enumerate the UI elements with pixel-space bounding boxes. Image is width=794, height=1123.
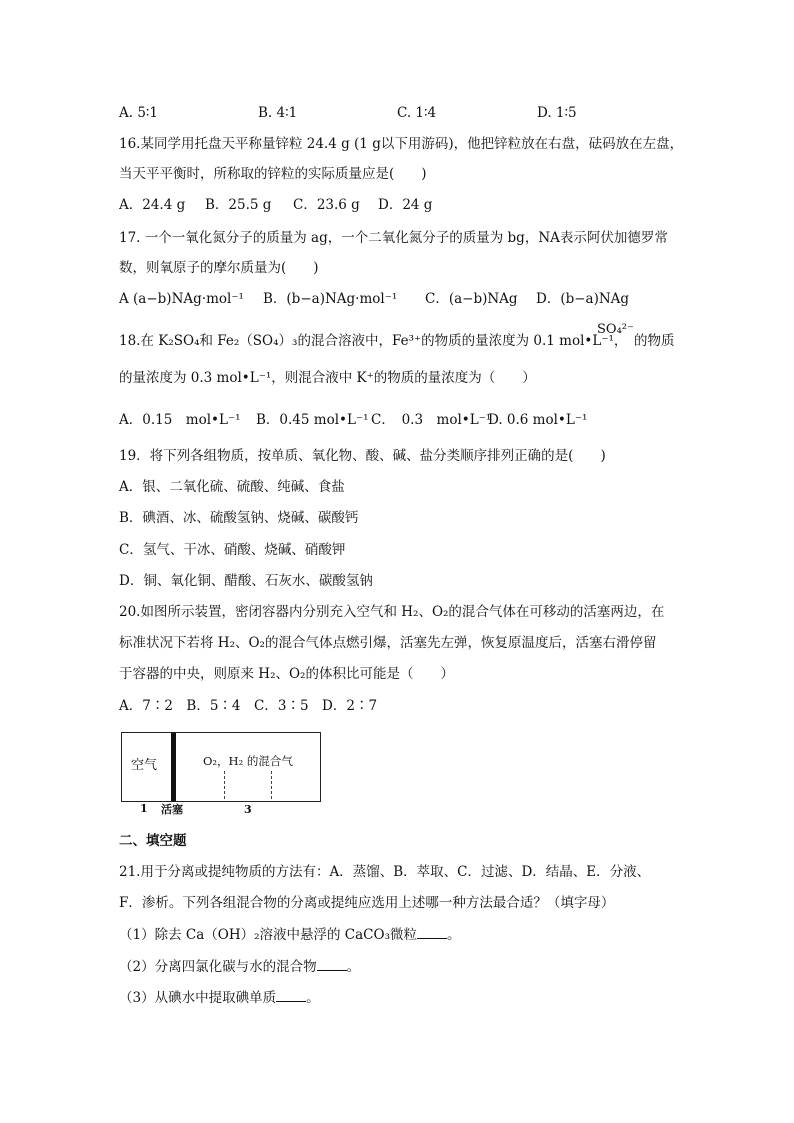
q21-sub1-text: （1）除去 Ca（OH）₂溶液中悬浮的 CaCO₃微粒 xyxy=(119,927,417,943)
position-label-1: 1 xyxy=(140,802,148,815)
q17-option-d: D．(b−a)NAg xyxy=(536,291,630,307)
position-mark-dash-1 xyxy=(224,771,225,799)
q19-option-a: A．银、二氧化硫、硫酸、纯碱、食盐 xyxy=(119,479,345,495)
answer-blank-1[interactable] xyxy=(417,926,447,939)
q18-stem-line1-tail: 的物质 xyxy=(634,333,675,349)
q18-option-c: C． 0.3 mol•L⁻¹ xyxy=(371,412,492,428)
q16-option-c: C．23.6 g xyxy=(293,197,360,213)
q17-option-c: C．(a−b)NAg xyxy=(425,291,518,307)
q19-option-d: D．铜、氧化铜、醋酸、石灰水、碳酸氢钠 xyxy=(119,573,373,589)
q20-stem-line1: 20.如图所示装置，密闭容器内分别充入空气和 H₂、O₂的混合气体在可移动的活塞两边，在 xyxy=(119,604,665,620)
q21-sub1 xyxy=(119,925,461,945)
q16-option-b: B．25.5 g xyxy=(205,197,272,213)
q16-option-d: D．24 g xyxy=(378,197,433,213)
position-label-3: 3 xyxy=(244,803,252,816)
q15-option-a: A. 5∶1 xyxy=(119,105,159,121)
position-mark-dash-2 xyxy=(271,771,272,799)
q17-stem-line2: 数，则氧原子的摩尔质量为( ) xyxy=(119,260,319,276)
q17-option-b: B．(b−a)NAg·mol⁻¹ xyxy=(263,291,398,307)
q20-options: A．7∶2 B．5∶4 C．3∶5 D．2∶7 xyxy=(119,698,378,714)
q18-sulfate-ion: SO₄²⁻ xyxy=(597,322,634,337)
q15-option-d: D. 1∶5 xyxy=(537,105,577,121)
q17-stem-line1: 17. 一个一氧化氮分子的质量为 ag，一个二氧化氮分子的质量为 bg，NA表示阿伏加德罗常 xyxy=(119,230,668,246)
q21-sub3 xyxy=(119,988,320,1008)
q21-sub2-text: （2）分离四氯化碳与水的混合物 xyxy=(119,959,317,975)
q18-option-b: B．0.45 mol•L⁻¹ xyxy=(256,412,369,428)
q21-sub1-end: 。 xyxy=(447,927,461,943)
q16-stem-line1: 16.某同学用托盘天平称量锌粒 24.4 g (1 g以下用游码)，他把锌粒放在右盘，砝码放在左盘， xyxy=(119,136,684,152)
q21-sub2-end: 。 xyxy=(346,959,361,975)
piston xyxy=(171,733,176,801)
gas-mixture-label: O₂，H₂ 的混合气 xyxy=(203,754,293,768)
q18-option-a: A．0.15 mol•L⁻¹ xyxy=(119,412,241,428)
q15-option-c: C. 1∶4 xyxy=(397,105,437,121)
answer-blank-3[interactable] xyxy=(276,989,306,1002)
q19-stem: 19．将下列各组物质，按单质、氧化物、酸、碱、盐分类顺序排列正确的是( ) xyxy=(119,448,606,464)
q19-option-b: B．碘酒、冰、硫酸氢钠、烧碱、碳酸钙 xyxy=(119,510,359,526)
piston-label: 活塞 xyxy=(161,803,183,816)
air-label: 空气 xyxy=(131,758,158,773)
q17-option-a: A (a−b)NAg·mol⁻¹ xyxy=(119,291,244,307)
q20-stem-line3: 于容器的中央，则原来 H₂、O₂的体积比可能是（ ） xyxy=(119,666,454,682)
q16-stem-line2: 当天平平衡时，所称取的锌粒的实际质量应是( ) xyxy=(119,166,427,182)
q21-sub2 xyxy=(119,957,360,977)
answer-blank-2[interactable] xyxy=(317,958,347,971)
q21-sub3-end: 。 xyxy=(306,990,320,1006)
q16-option-a: A．24.4 g xyxy=(119,197,186,213)
q18-option-d: D. 0.6 mol•L⁻¹ xyxy=(488,412,588,428)
q21-stem-line2: F．渗析。下列各组混合物的分离或提纯应选用上述哪一种方法最合适？（填字母） xyxy=(119,895,615,911)
q18-stem-line1: 18.在 K₂SO₄和 Fe₂（SO₄）₃的混合溶液中，Fe³⁺的物质的量浓度为 0.1 mol•L⁻¹， xyxy=(119,333,628,349)
section-title: 二、填空题 xyxy=(119,833,187,849)
q15-option-b: B. 4∶1 xyxy=(258,105,298,121)
q20-stem-line2: 标准状况下若将 H₂、O₂的混合气体点燃引爆，活塞先左弹，恢复原温度后，活塞右滑停留 xyxy=(119,635,657,651)
q19-option-c: C．氢气、干冰、硝酸、烧碱、硝酸钾 xyxy=(119,542,346,558)
q21-sub3-text: （3）从碘水中提取碘单质 xyxy=(119,990,277,1006)
q18-stem-line2: 的量浓度为 0.3 mol•L⁻¹，则混合液中 K⁺的物质的量浓度为（ ） xyxy=(119,370,536,386)
q21-stem-line1: 21.用于分离或提纯物质的方法有：A．蒸馏、B．萃取、C．过滤、D．结晶、E．分液、 xyxy=(119,864,651,880)
